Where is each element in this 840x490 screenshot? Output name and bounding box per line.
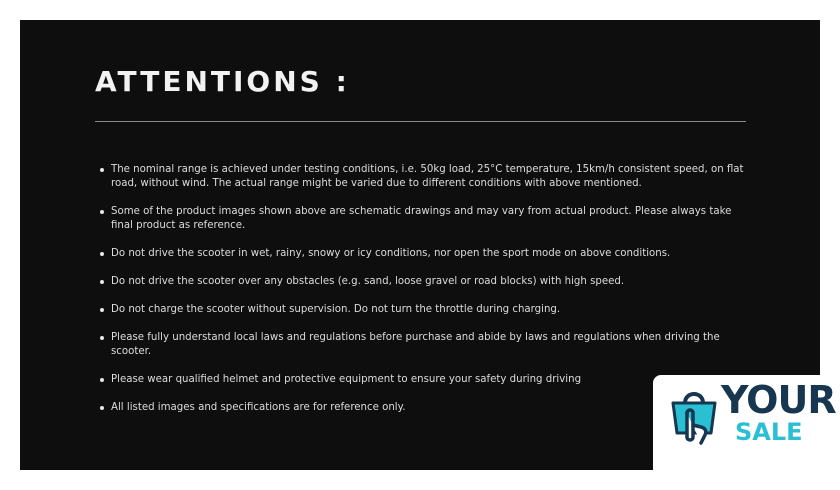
list-item: Please fully understand local laws and regulations before purchase and abide by laws and regulations when driving the scooter. bbox=[100, 331, 745, 359]
logo-wordmark-top: YOUR bbox=[721, 378, 836, 422]
attention-list bbox=[100, 163, 745, 429]
list-item: The nominal range is achieved under testing conditions, i.e. 50kg load, 25°C temperature, 15km/h consistent speed, on flat road, without wind. The actual range might be varied due to different conditions with above mentioned. bbox=[100, 163, 745, 191]
title-divider bbox=[95, 121, 746, 122]
page-title: ATTENTIONS : bbox=[95, 65, 350, 98]
your-sale-logo bbox=[653, 375, 840, 490]
list-item: Please wear qualified helmet and protective equipment to ensure your safety during driving bbox=[100, 373, 745, 387]
logo-wordmark-bottom: SALE bbox=[735, 418, 803, 446]
list-item: All listed images and specifications are for reference only. bbox=[100, 401, 745, 415]
shopping-bag-hand-icon bbox=[667, 383, 729, 445]
list-item: Some of the product images shown above are schematic drawings and may vary from actual product. Please always take final product as reference. bbox=[100, 205, 745, 233]
list-item: Do not drive the scooter in wet, rainy, snowy or icy conditions, nor open the sport mode on above conditions. bbox=[100, 247, 745, 261]
list-item: Do not drive the scooter over any obstacles (e.g. sand, loose gravel or road blocks) with high speed. bbox=[100, 275, 745, 289]
list-item: Do not charge the scooter without supervision. Do not turn the throttle during charging. bbox=[100, 303, 745, 317]
